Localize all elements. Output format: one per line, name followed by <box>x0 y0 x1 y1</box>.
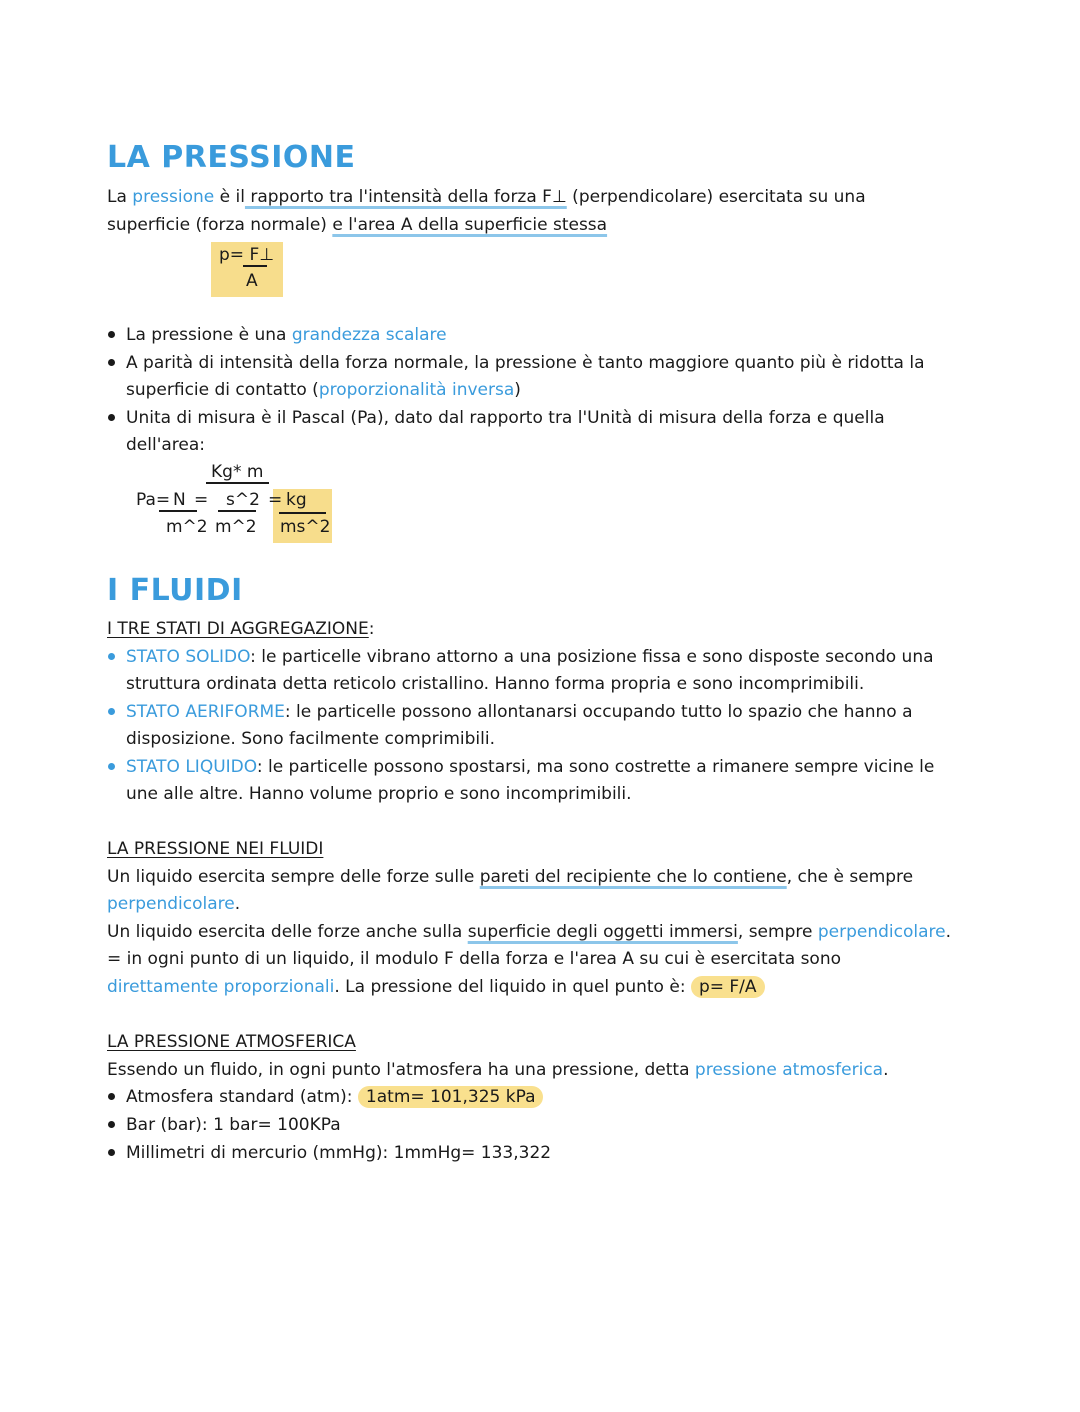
pascal-label: Pa= <box>136 490 171 510</box>
bullet-dot <box>108 331 115 338</box>
fluidi-line4: = in ogni punto di un liquido, il modulo F della forza e l'area A su cui è esercitata sono <box>107 949 841 969</box>
section-title-pressione: LA PRESSIONE <box>107 140 356 175</box>
fluidi-line1: Un liquido esercita sempre delle forze sulle pareti del recipiente che lo contiene, che è sempre <box>107 867 914 887</box>
bullet-dot <box>108 359 115 366</box>
pascal-m2b: m^2 <box>215 517 257 537</box>
stato-aeriforme-line1: STATO AERIFORME: le particelle possono allontanarsi occupando tutto lo spazio che hanno a <box>126 702 913 722</box>
unit-bar: Bar (bar): 1 bar= 100KPa <box>126 1115 341 1135</box>
bullet-dot <box>108 708 115 715</box>
bullet-dot <box>108 763 115 770</box>
highlight-atm: 1atm= 101,325 kPa <box>358 1086 544 1108</box>
bullet-dot <box>108 1149 115 1156</box>
fluidi-line5: direttamente proporzionali. La pressione del liquido in quel punto è: p= F/A <box>107 976 765 998</box>
subheading-pressione-atmosferica: LA PRESSIONE ATMOSFERICA <box>107 1032 356 1052</box>
fluidi-line3: Un liquido esercita delle forze anche sulla superficie degli oggetti immersi, sempre perpendicolare. <box>107 922 951 942</box>
subheading-stati: I TRE STATI DI AGGREGAZIONE: <box>107 619 375 639</box>
pascal-bar-s2 <box>218 510 256 512</box>
bullet-unita-line1: Unita di misura è il Pascal (Pa), dato dal rapporto tra l'Unità di misura della forza e quella <box>126 408 885 428</box>
fluidi-line2: perpendicolare. <box>107 894 241 914</box>
bullet-parita-line1: A parità di intensità della forza normale, la pressione è tanto maggiore quanto più è ridotta la <box>126 353 925 373</box>
bullet-scalare: La pressione è una grandezza scalare <box>126 325 447 345</box>
pascal-bar-top <box>206 482 269 484</box>
formula-fraction-bar <box>243 265 267 267</box>
section-title-fluidi: I FLUIDI <box>107 573 243 608</box>
definition-line-2: superficie (forza normale) e l'area A della superficie stessa <box>107 215 608 235</box>
stato-aeriforme-line2: disposizione. Sono facilmente comprimibili. <box>126 729 495 749</box>
pascal-m2a: m^2 <box>166 517 208 537</box>
stato-solido-line2: struttura ordinata detta reticolo cristallino. Hanno forma propria e sono incomprimibili. <box>126 674 865 694</box>
pascal-eq-1: = <box>194 490 209 510</box>
bullet-unita-line2: dell'area: <box>126 435 206 455</box>
bullet-dot <box>108 1093 115 1100</box>
formula-denominator: A <box>246 271 258 291</box>
bullet-dot <box>108 1121 115 1128</box>
pascal-eq-2: = <box>268 490 283 510</box>
pascal-newton: N <box>173 490 186 510</box>
stato-liquido-line1: STATO LIQUIDO: le particelle possono spostarsi, ma sono costrette a rimanere sempre vicine le <box>126 757 935 777</box>
formula-numerator: p= F⊥ <box>219 245 275 265</box>
atmosferica-line1: Essendo un fluido, in ogni punto l'atmosfera ha una pressione, detta pressione atmosferica. <box>107 1060 889 1080</box>
pascal-kg: kg <box>286 490 307 510</box>
pascal-bar-kg <box>279 512 326 514</box>
bullet-parita-line2: superficie di contatto (proporzionalità inversa) <box>126 380 521 400</box>
stato-liquido-line2: une alle altre. Hanno volume proprio e sono incomprimibili. <box>126 784 632 804</box>
pascal-s2: s^2 <box>226 490 260 510</box>
stato-solido-line1: STATO SOLIDO: le particelle vibrano attorno a una posizione fissa e sono disposte secondo una <box>126 647 934 667</box>
pascal-kgm: Kg* m <box>211 462 264 482</box>
unit-atm: Atmosfera standard (atm): 1atm= 101,325 kPa <box>126 1086 543 1108</box>
pascal-ms2: ms^2 <box>280 517 331 537</box>
pascal-bar-n <box>159 510 197 512</box>
bullet-dot <box>108 414 115 421</box>
subheading-pressione-fluidi: LA PRESSIONE NEI FLUIDI <box>107 839 324 859</box>
highlight-formula-pfa: p= F/A <box>691 976 765 998</box>
bullet-dot <box>108 653 115 660</box>
definition-line-1: La pressione è il rapporto tra l'intensità della forza F⊥ (perpendicolare) esercitata su una <box>107 187 866 207</box>
unit-mmhg: Millimetri di mercurio (mmHg): 1mmHg= 133,322 <box>126 1143 552 1163</box>
